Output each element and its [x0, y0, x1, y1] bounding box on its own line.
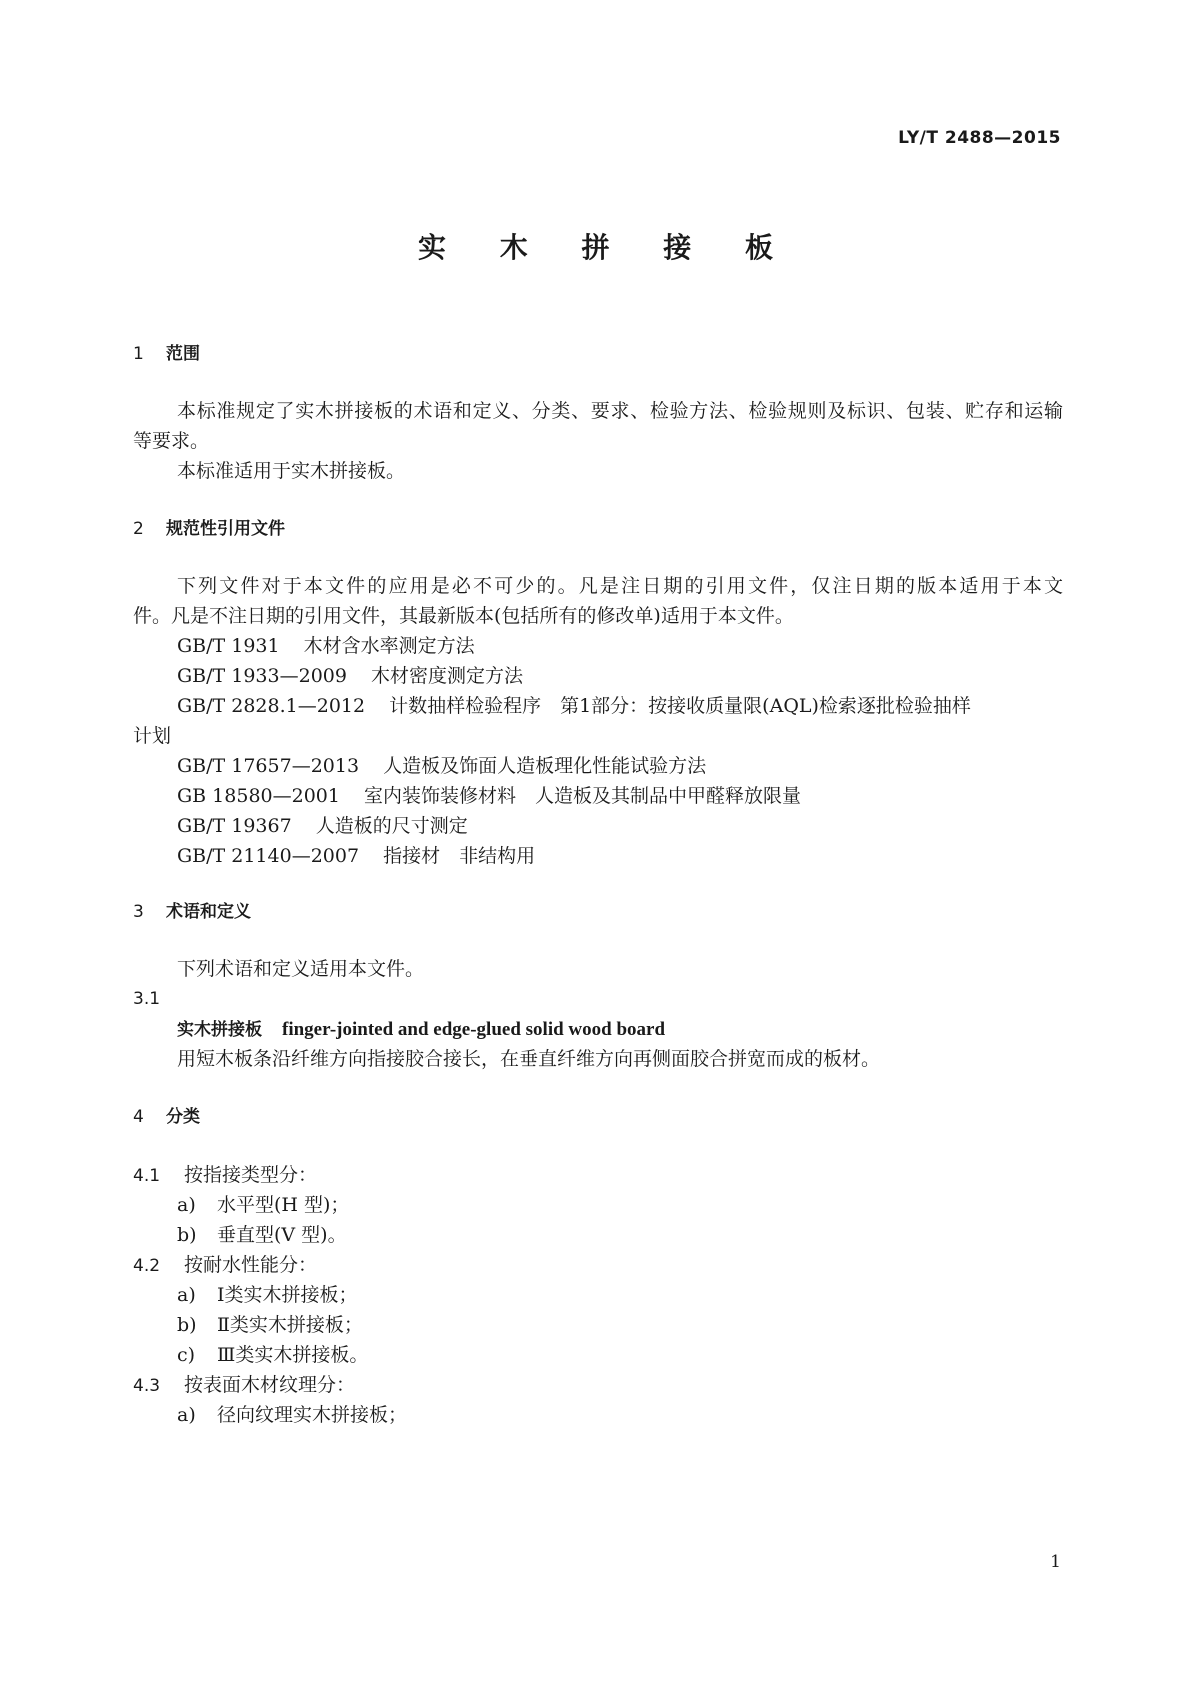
section-1-heading: [133, 342, 200, 366]
reference-code: GB/T 1933—2009: [177, 665, 347, 687]
list-item: [177, 1283, 358, 1307]
section-3-heading: [133, 900, 251, 924]
clause-number: 4.2: [133, 1256, 161, 1276]
list-item: [177, 1403, 407, 1427]
list-text: 水平型(H 型)；: [217, 1194, 350, 1216]
reference-name: 人造板的尺寸测定: [315, 815, 468, 837]
paragraph-line: 下列术语和定义适用本文件。: [177, 958, 425, 980]
clause-text: 按表面木材纹理分：: [184, 1374, 356, 1396]
reference-name: 室内装饰装修材料 人造板及其制品中甲醛释放限量: [363, 785, 801, 807]
page-number: 1: [1050, 1552, 1061, 1572]
list-text: Ⅲ类实木拼接板。: [217, 1344, 369, 1366]
clause-4-2: [133, 1253, 317, 1278]
list-item: [177, 1313, 363, 1337]
section-2-heading: [133, 517, 285, 541]
clause-text: 按指接类型分：: [184, 1164, 318, 1186]
section-title: 术语和定义: [166, 902, 251, 922]
clause-4-1: [133, 1163, 317, 1188]
reference-code: GB 18580—2001: [177, 785, 340, 807]
list-marker: c): [177, 1344, 196, 1366]
reference-item: [177, 634, 475, 658]
reference-name: 木材密度测定方法: [370, 665, 523, 687]
section-number: 2: [133, 519, 144, 539]
reference-name: 人造板及饰面人造板理化性能试验方法: [383, 755, 707, 777]
term-number: 3.1: [133, 989, 161, 1009]
list-marker: b): [177, 1224, 197, 1246]
clause-number: 4.1: [133, 1166, 161, 1186]
reference-name: 指接材 非结构用: [383, 845, 536, 867]
term-definition: 用短木板条沿纤维方向指接胶合接长，在垂直纤维方向再侧面胶合拼宽而成的板材。: [177, 1048, 881, 1070]
reference-name: 木材含水率测定方法: [303, 635, 475, 657]
reference-name: 计数抽样检验程序 第1部分：按接收质量限(AQL)检索逐批检验抽样: [389, 695, 971, 717]
reference-item: [177, 814, 468, 838]
term-entry: [177, 1017, 665, 1042]
clause-number: 4.3: [133, 1376, 161, 1396]
reference-code: GB/T 17657—2013: [177, 755, 360, 777]
list-text: Ⅱ类实木拼接板；: [217, 1314, 363, 1336]
section-number: 1: [133, 344, 144, 364]
list-item: [177, 1343, 368, 1367]
section-title: 分类: [166, 1107, 200, 1127]
list-marker: a): [177, 1404, 196, 1426]
list-text: Ⅰ类实木拼接板；: [217, 1284, 358, 1306]
document-title: 实 木 拼 接 板: [418, 231, 795, 264]
clause-4-3: [133, 1373, 355, 1398]
reference-code: GB/T 2828.1—2012: [177, 695, 366, 717]
section-number: 4: [133, 1107, 144, 1127]
list-marker: a): [177, 1284, 196, 1306]
section-4-heading: [133, 1105, 200, 1129]
section-title: 范围: [166, 344, 200, 364]
reference-item: [177, 784, 801, 808]
standard-code: LY/T 2488—2015: [898, 128, 1061, 148]
paragraph-line: 下列文件对于本文件的应用是必不可少的。凡是注日期的引用文件，仅注日期的版本适用于本文: [177, 575, 1063, 597]
term-english: finger-jointed and edge-glued solid wood board: [282, 1019, 666, 1040]
list-text: 径向纹理实木拼接板；: [217, 1404, 408, 1426]
reference-code: GB/T 21140—2007: [177, 845, 360, 867]
reference-item: [177, 754, 706, 778]
reference-code: GB/T 1931: [177, 635, 280, 657]
section-title: 规范性引用文件: [166, 519, 285, 539]
term-chinese: 实木拼接板: [177, 1020, 262, 1040]
reference-code: GB/T 19367: [177, 815, 292, 837]
paragraph-line: 本标准规定了实木拼接板的术语和定义、分类、要求、检验方法、检验规则及标识、包装、贮存和运输: [177, 400, 1063, 422]
paragraph-line: 件。凡是不注日期的引用文件，其最新版本(包括所有的修改单)适用于本文件。: [133, 605, 794, 627]
list-item: [177, 1223, 347, 1247]
paragraph-line: 等要求。: [133, 430, 210, 452]
paragraph-line: 本标准适用于实木拼接板。: [177, 460, 406, 482]
list-marker: a): [177, 1194, 196, 1216]
reference-item: [177, 844, 535, 868]
list-item: [177, 1193, 349, 1217]
clause-text: 按耐水性能分：: [184, 1254, 318, 1276]
reference-continuation: 计划: [133, 725, 172, 747]
section-number: 3: [133, 902, 144, 922]
list-marker: b): [177, 1314, 197, 1336]
reference-item: [177, 664, 523, 688]
reference-item: [177, 694, 971, 718]
list-text: 垂直型(V 型)。: [217, 1224, 347, 1246]
